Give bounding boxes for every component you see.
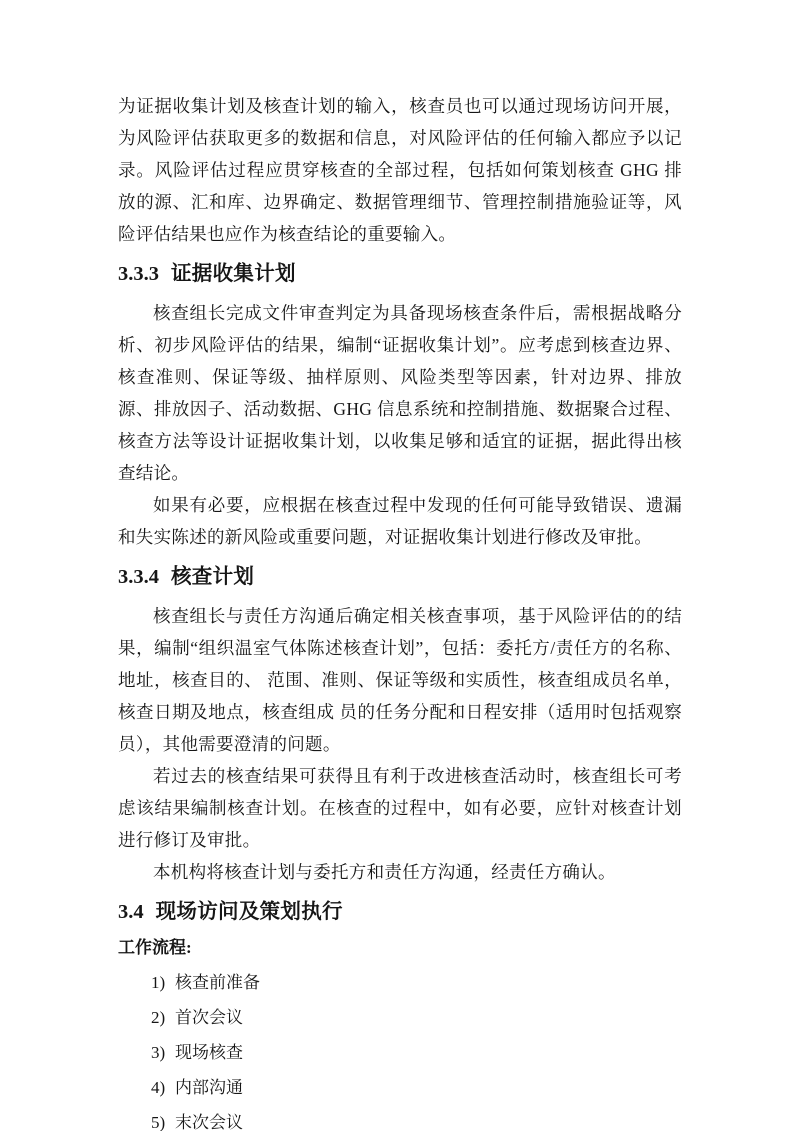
list-item-number: 4) (151, 1078, 166, 1097)
paragraph-past-results: 若过去的核查结果可获得且有利于改进核查活动时，核查组长可考虑该结果编制核查计划。在核查的过程中，如有必要，应针对核查计划进行修订及审批。 (118, 766, 682, 850)
section-number: 3.3.4 (118, 566, 159, 588)
workflow-list (118, 965, 682, 1131)
workflow-label: 工作流程: (118, 938, 192, 957)
paragraph-evidence-plan: 核查组长完成文件审查判定为具备现场核查条件后，需根据战略分析、初步风险评估的结果，编制“证据收集计划”。应考虑到核查边界、核查准则、保证等级、抽样原则、风险类型等因素，针对边界、排放源、排放因子、活动数据、GHG 信息系统和控制措施、数据聚合过程、核查方法等设计证据收集计划，以收集足够和适宜的证据，据此得出核查结论。 (118, 303, 682, 483)
section-title: 现场访问及策划执行 (155, 901, 343, 923)
section-title: 证据收集计划 (171, 263, 296, 285)
list-item-number: 3) (151, 1043, 166, 1062)
workflow-item-3 (151, 1035, 682, 1070)
workflow-item-2 (151, 1000, 682, 1035)
list-item-label: 首次会议 (175, 1008, 243, 1027)
list-item-number: 1) (151, 973, 166, 992)
section-title: 核查计划 (171, 566, 255, 588)
section-number: 3.3.3 (118, 263, 159, 285)
paragraph-intro: 为证据收集计划及核查计划的输入，核查员也可以通过现场访问开展，为风险评估获取更多的数据和信息，对风险评估的任何输入都应予以记录。风险评估过程应贯穿核查的全部过程，包括如何策划核查 GHG 排放的源、汇和库、边界确定、数据管理细节、管理控制措施验证等，风险评估结果也应作为核查结论的重要输入。 (118, 96, 682, 244)
paragraph-evidence-plan-revision: 如果有必要，应根据在核查过程中发现的任何可能导致错误、遗漏和失实陈述的新风险或重要问题，对证据收集计划进行修改及审批。 (118, 495, 682, 547)
document-content (118, 90, 682, 1131)
workflow-item-1 (151, 965, 682, 1000)
list-item-label: 末次会议 (175, 1113, 243, 1131)
section-heading-3-3-3 (118, 257, 682, 291)
paragraph-verification-plan: 核查组长与责任方沟通后确定相关核查事项，基于风险评估的的结果，编制“组织温室气体陈述核查计划”，包括：委托方/责任方的名称、地址，核查目的、 范围、准则、保证等级和实质性，核查组成员名单，核查日期及地点，核查组成 员的任务分配和日程安排（适用时包括观察员），其他需要澄清的问题。 (118, 606, 682, 754)
workflow-item-5 (151, 1105, 682, 1131)
list-item-label: 现场核查 (175, 1043, 243, 1062)
paragraph-plan-confirmation: 本机构将核查计划与委托方和责任方沟通，经责任方确认。 (153, 862, 616, 882)
section-number: 3.4 (118, 901, 144, 923)
list-item-number: 2) (151, 1008, 166, 1027)
list-item-label: 核查前准备 (175, 973, 260, 992)
list-item-label: 内部沟通 (175, 1078, 243, 1097)
list-item-number: 5) (151, 1113, 166, 1131)
section-heading-3-4 (118, 895, 682, 929)
workflow-item-4 (151, 1070, 682, 1105)
section-heading-3-3-4 (118, 560, 682, 594)
